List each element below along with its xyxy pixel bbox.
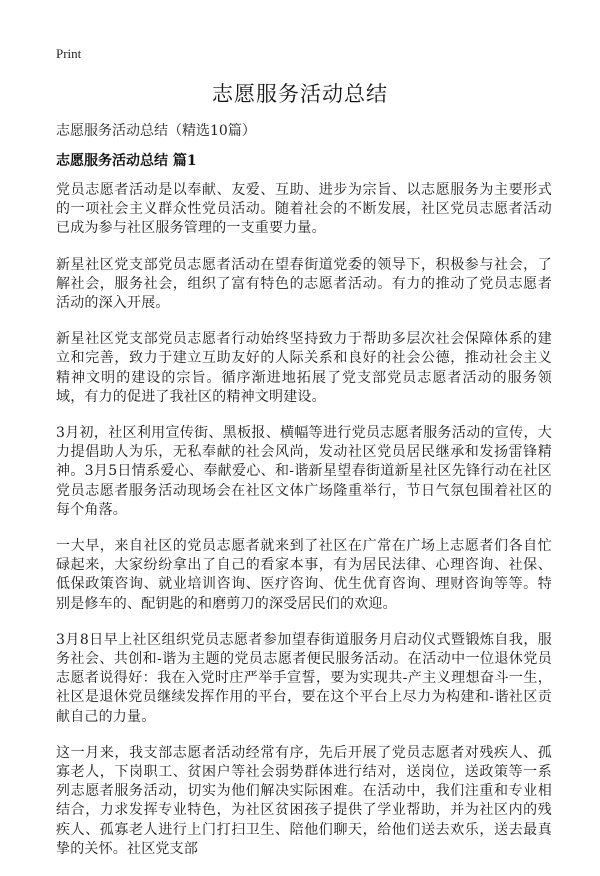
- section-heading: 志愿服务活动总结 篇1: [56, 153, 197, 169]
- paragraph-5: 一大早，来自社区的党员志愿者就来到了社区在广常在广场上志愿者们各自忙碌起来，大家纷纷拿出了自己的看家本事，有为居民法律、心理咨询、社保、低保政策咨询、就业培训咨询、医疗咨询、优生优育咨询、理财咨询等等。特别是修车的、配钥匙的和磨剪刀的深受居民们的欢迎。: [56, 538, 552, 612]
- document-subtitle: 志愿服务活动总结（精选10篇）: [56, 123, 256, 139]
- paragraph-4: 3月初，社区利用宣传街、黑板报、横幅等进行党员志愿者服务活动的宣传，大力提倡助人为乐，无私奉献的社会风尚，发动社区党员居民继承和发扬雷锋精神。3月5日情系爱心、奉献爱心、和-谐新星望春街道新星社区先锋行动在社区党员志愿者服务活动现场会在社区文体广场隆重举行，节日气氛包围着社区的每个角落。: [56, 425, 552, 518]
- paragraph-1: 党员志愿者活动是以奉献、友爱、互助、进步为宗旨、以志愿服务为主要形式的一项社会主义群众性党员活动。随着社会的不断发展，社区党员志愿者活动已成为参与社区服务管理的一支重要力量。: [56, 182, 552, 237]
- print-link[interactable]: Print: [56, 46, 82, 61]
- paragraph-7: 这一月来，我支部志愿者活动经常有序，先后开展了党员志愿者对残疾人、孤寡老人，下岗职工、贫困户等社会弱势群体进行结对，送岗位，送政策等一系列志愿者服务活动，切实为他们解决实际困难。在活动中，我们注重和专业相结合，力求发挥专业特色，为社区贫困孩子提供了学业帮助，并为社区内的残疾人、孤寡老人进行上门打扫卫生、陪他们聊天，给他们送去欢乐，送去最真挚的关怀。社区党支部: [56, 744, 552, 857]
- paragraph-3: 新星社区党支部党员志愿者行动始终坚持致力于帮助多层次社会保障体系的建立和完善，致力于建立互助友好的人际关系和良好的社会公德，推动社会主义精神文明的建设的宗旨。循序渐进地拓展了党支部党员志愿者活动的服务领域，有力的促进了我社区的精神文明建设。: [56, 331, 552, 405]
- paragraph-6: 3月8日早上社区组织党员志愿者参加望春街道服务月启动仪式暨锻炼自我，服务社会、共创和-谐为主题的党员志愿者便民服务活动。在活动中一位退休党员志愿者说得好：我在入党时庄严举手宣誓，要为实现共-产主义理想奋斗一生，社区是退休党员继续发挥作用的平台，要在这个平台上尽力为构建和-谐社区贡献自己的力量。: [56, 631, 552, 725]
- paragraph-2: 新星社区党支部党员志愿者活动在望春街道党委的领导下，积极参与社会，了解社会，服务社会，组织了富有特色的志愿者活动。有力的推动了党员志愿者活动的深入开展。: [56, 256, 552, 312]
- document-title: 志愿服务活动总结: [212, 82, 388, 106]
- article-body: [56, 181, 552, 876]
